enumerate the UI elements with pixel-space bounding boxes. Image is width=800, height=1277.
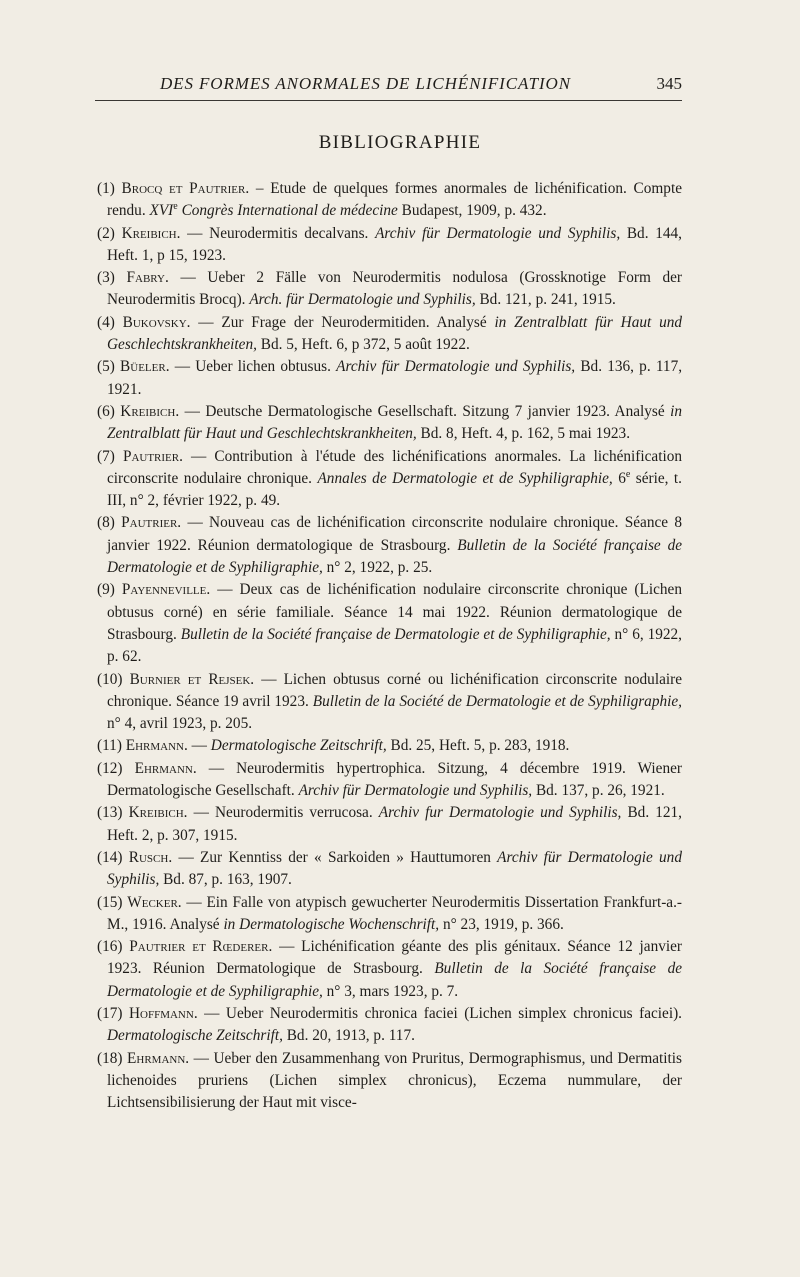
entry-text: — Nouveau cas de lichénification circonscrite nodulaire chronique. Séance 8 janvier 1922. Réunion dermatologique de Strasbourg. bbox=[107, 514, 682, 554]
entry-number: (7) bbox=[97, 447, 115, 465]
entry-text: — Contribution à l'étude des lichénifications anormales. La lichénification circonscrite nodulaire chronique. bbox=[107, 447, 682, 487]
bibliography-entry bbox=[97, 223, 682, 268]
entry-journal-title: in Dermatologische Wochenschrift, bbox=[223, 915, 440, 933]
entry-author: Pautrier. bbox=[121, 514, 182, 532]
entry-number: (15) bbox=[97, 893, 123, 911]
entry-text: — Zur Kenntiss der « Sarkoiden » Hauttumoren bbox=[178, 848, 491, 866]
bibliography-entry bbox=[97, 669, 682, 736]
entry-author: Ehrmann. bbox=[127, 1049, 190, 1067]
entry-details: série, t. III, n° 2, février 1922, p. 49. bbox=[107, 469, 682, 510]
entry-journal-title: Arch. für Dermatologie und Syphilis, bbox=[249, 291, 476, 309]
entry-journal-title: Archiv für Dermatologie und Syphilis, bbox=[107, 848, 682, 889]
entry-journal-title: Bulletin de la Société française de Dermatologie et de Syphiligraphie, bbox=[107, 960, 683, 1000]
entry-details: n° 4, avril 1923, p. 205. bbox=[107, 715, 253, 733]
entry-text: — Ein Falle von atypisch gewucherter Neurodermitis Dissertation Frankfurt-a.-M., 1916. Analysé bbox=[107, 893, 683, 933]
bibliography-entry bbox=[97, 1003, 682, 1048]
page-number: 345 bbox=[656, 74, 682, 93]
entry-author: Bukovsky. bbox=[122, 313, 191, 331]
entry-author: Payenneville. bbox=[121, 581, 211, 599]
entry-author: Ehrmann. bbox=[125, 737, 188, 755]
entry-author: Pautrier. bbox=[122, 447, 183, 465]
entry-details: Bd. 121, p. 241, 1915. bbox=[479, 291, 616, 309]
section-title: BIBLIOGRAPHIE bbox=[318, 132, 482, 153]
entry-number: (2) bbox=[97, 224, 115, 242]
entry-journal-title: Bulletin de la Société de Dermatologie et de Syphiligraphie, bbox=[312, 692, 682, 710]
entry-text: — Lichen obtusus corné ou lichénification circonscrite nodulaire chronique. Séance 19 avril 1923. bbox=[107, 670, 682, 710]
ordinal-number: XVI bbox=[149, 202, 174, 220]
entry-author: Ehrmann. bbox=[134, 759, 197, 777]
entry-author: Burnier et Rejsek. bbox=[129, 670, 255, 688]
entry-text: — Neurodermitis decalvans. bbox=[187, 224, 369, 242]
entry-author: Kreibich. bbox=[121, 224, 181, 242]
bibliography-entry bbox=[97, 847, 682, 892]
entry-details: n° 2, 1922, p. 25. bbox=[326, 559, 433, 577]
entry-details: n° 23, 1919, p. 366. bbox=[442, 915, 564, 933]
bibliography-entry bbox=[97, 512, 682, 579]
entry-journal-title: in Zentralblatt für Haut und Geschlechtskrankheiten, bbox=[107, 313, 683, 354]
entry-journal-title: Dermatologische Zeitschrift, bbox=[210, 737, 387, 755]
entry-number: (4) bbox=[97, 313, 115, 331]
entry-author: Rusch. bbox=[128, 848, 173, 866]
running-title: DES FORMES ANORMALES DE LICHÉNIFICATION bbox=[160, 74, 571, 93]
bibliography-entry bbox=[97, 892, 682, 937]
ordinal-number: 6 bbox=[618, 469, 626, 487]
running-header bbox=[95, 70, 682, 101]
bibliography-list bbox=[97, 178, 682, 1114]
entry-text: – Etude de quelques formes anormales de lichénification. Compte rendu. bbox=[107, 180, 682, 220]
entry-journal-title: Archiv für Dermatologie und Syphilis, bbox=[375, 224, 621, 242]
entry-author: Wecker. bbox=[127, 893, 182, 911]
entry-text: — bbox=[191, 737, 207, 755]
entry-details: Bd. 25, Heft. 5, p. 283, 1918. bbox=[390, 737, 570, 755]
entry-details: Budapest, 1909, p. 432. bbox=[401, 202, 547, 220]
bibliography-entry bbox=[97, 178, 682, 223]
entry-number: (3) bbox=[97, 269, 115, 287]
entry-journal-title: in Zentralblatt für Haut und Geschlechtskrankheiten, bbox=[107, 402, 683, 443]
bibliography-entry bbox=[97, 1048, 682, 1115]
bibliography-entry bbox=[97, 312, 682, 357]
entry-number: (18) bbox=[97, 1049, 123, 1067]
entry-author: Hoffmann. bbox=[128, 1004, 198, 1022]
entry-author: Pautrier et Rœderer. bbox=[129, 938, 273, 956]
bibliography-entry bbox=[97, 401, 682, 446]
entry-text: — Ueber den Zusammenhang von Pruritus, Dermographismus, und Dermatitis lichenoides pruriens (Lichen simplex chronicus), Eczema nummulare, der Lichtsensibilisierung der Haut mit visce- bbox=[107, 1049, 682, 1112]
entry-journal-title: Archiv fur Dermatologie und Syphilis, bbox=[378, 804, 622, 822]
entry-details: Bd. 121, Heft. 2, p. 307, 1915. bbox=[107, 804, 683, 844]
entry-text: — Zur Frage der Neurodermitiden. Analysé bbox=[198, 313, 487, 331]
bibliography-entry bbox=[97, 267, 682, 312]
entry-number: (16) bbox=[97, 938, 123, 956]
entry-ordinal bbox=[618, 470, 630, 487]
entry-number: (1) bbox=[97, 180, 115, 197]
entry-journal-title: Archiv für Dermatologie und Syphilis, bbox=[336, 358, 576, 376]
entry-number: (11) bbox=[97, 737, 122, 755]
entry-number: (12) bbox=[97, 759, 123, 777]
entry-author: Kreibich. bbox=[120, 402, 180, 420]
bibliography-entry bbox=[97, 802, 682, 847]
entry-number: (17) bbox=[97, 1004, 123, 1022]
bibliography-entry bbox=[97, 758, 682, 803]
entry-text: — Lichénification géante des plis génitaux. Séance 12 janvier 1923. Réunion Dermatologique de Strasbourg. bbox=[107, 938, 683, 978]
entry-number: (6) bbox=[97, 402, 115, 420]
entry-author: Kreibich. bbox=[128, 804, 188, 822]
bibliography-entry bbox=[97, 579, 682, 668]
entry-journal-title: Congrès International de médecine bbox=[181, 202, 398, 220]
entry-text: — Neurodermitis verrucosa. bbox=[193, 804, 373, 822]
entry-text: — Deutsche Dermatologische Gesellschaft. Sitzung 7 janvier 1923. Analysé bbox=[184, 402, 665, 420]
entry-details: n° 3, mars 1923, p. 7. bbox=[326, 982, 459, 1000]
bibliography-entry bbox=[97, 356, 682, 401]
entry-text: — Ueber Neurodermitis chronica faciei (Lichen simplex chronicus faciei). bbox=[204, 1004, 682, 1022]
entry-ordinal bbox=[149, 202, 177, 219]
entry-number: (5) bbox=[97, 358, 115, 376]
entry-journal-title: Dermatologische Zeitschrift, bbox=[107, 1027, 283, 1045]
entry-details: Bd. 144, Heft. 1, p 15, 1923. bbox=[107, 224, 683, 264]
bibliography-entry bbox=[97, 735, 682, 757]
entry-number: (10) bbox=[97, 670, 123, 688]
entry-number: (13) bbox=[97, 804, 123, 822]
entry-number: (14) bbox=[97, 848, 123, 866]
bibliography-entry bbox=[97, 936, 682, 1003]
bibliography-entry bbox=[97, 446, 682, 513]
entry-text: — Deux cas de lichénification nodulaire circonscrite chronique (Lichen obtusus corné) en série familiale. Séance 14 mai 1922. Réunion dermatologique de Strasbourg. bbox=[107, 581, 682, 643]
entry-journal-title: Bulletin de la Société française de Dermatologie et de Syphiligraphie, bbox=[107, 536, 683, 577]
entry-text: — Ueber 2 Fälle von Neurodermitis nodulosa (Grossknotige Form der Neurodermitis Brocq). bbox=[107, 269, 683, 309]
entry-author: Fabry. bbox=[126, 269, 169, 287]
entry-number: (9) bbox=[97, 581, 115, 599]
entry-author: Brocq et Pautrier. bbox=[121, 180, 250, 197]
entry-details: Bd. 137, p. 26, 1921. bbox=[535, 782, 665, 800]
entry-text: — Neurodermitis hypertrophica. Sitzung, 4 décembre 1919. Wiener Dermatologische Gesellschaft. bbox=[107, 759, 682, 800]
entry-author: Büeler. bbox=[120, 358, 170, 376]
entry-journal-title: Annales de Dermatologie et de Syphiligraphie, bbox=[317, 469, 613, 487]
ordinal-suffix: e bbox=[173, 201, 178, 213]
entry-details: Bd. 8, Heft. 4, p. 162, 5 mai 1923. bbox=[420, 425, 631, 443]
entry-details: Bd. 5, Heft. 6, p 372, 5 août 1922. bbox=[260, 336, 470, 354]
entry-details: Bd. 20, 1913, p. 117. bbox=[286, 1027, 415, 1045]
entry-details: Bd. 87, p. 163, 1907. bbox=[163, 871, 292, 889]
entry-text: — Ueber lichen obtusus. bbox=[174, 358, 331, 376]
entry-journal-title: Archiv für Dermatologie und Syphilis, bbox=[298, 782, 533, 800]
entry-journal-title: Bulletin de la Société française de Dermatologie et de Syphiligraphie, bbox=[180, 625, 611, 643]
entry-details: Bd. 136, p. 117, 1921. bbox=[107, 358, 683, 398]
ordinal-suffix: e bbox=[625, 468, 631, 480]
entry-number: (8) bbox=[97, 514, 115, 532]
entry-details: n° 6, 1922, p. 62. bbox=[107, 625, 683, 666]
